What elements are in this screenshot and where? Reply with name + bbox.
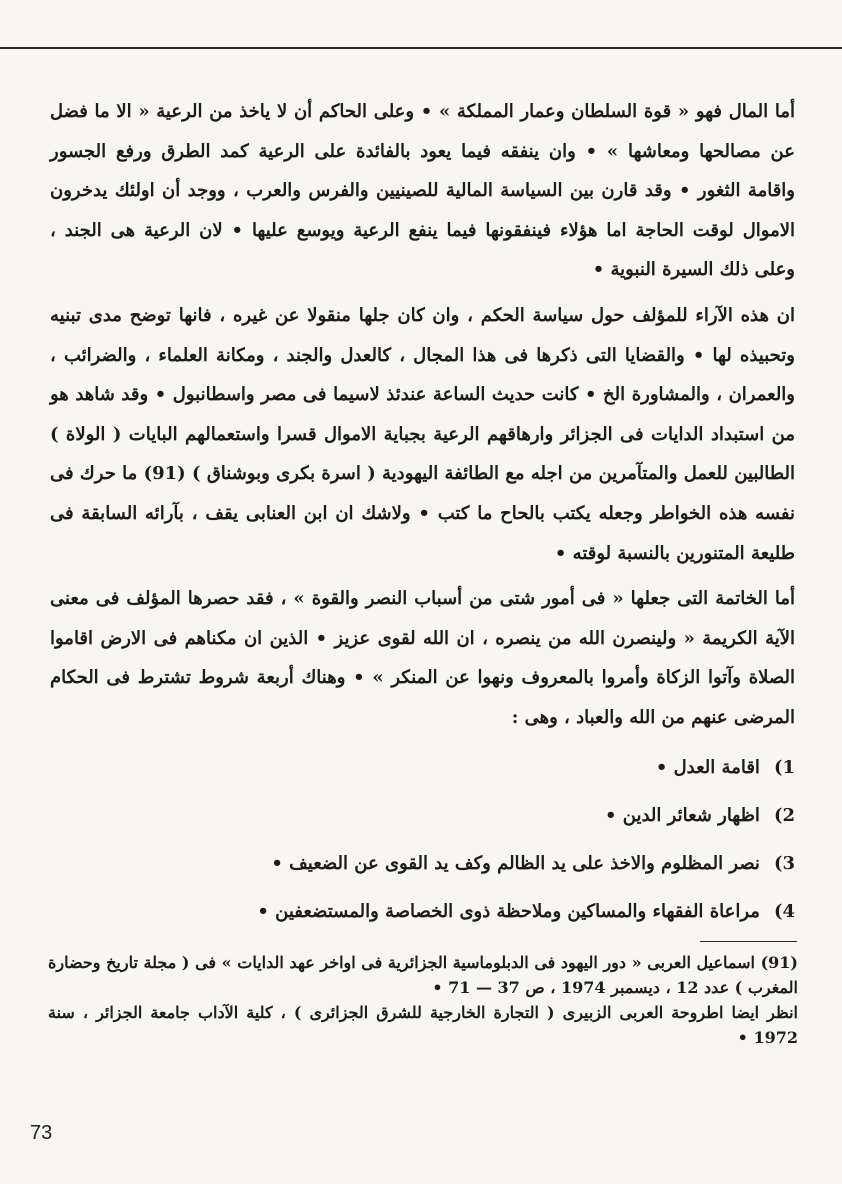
page-body	[50, 92, 795, 936]
list-item-text: نصر المظلوم والاخذ على يد الظالم وكف يد القوى عن الضعيف •	[271, 852, 760, 874]
footnote-line: (91) اسماعيل العربى « دور اليهود فى الدبلوماسية الجزائرية فى اواخر عهد الدايات » فى ( مجلة تاريخ وحضارة المغرب ) عدد 12 ، ديسمبر 1974 ، ص 37 — 71 •	[48, 953, 798, 997]
page-number: 73	[30, 1122, 53, 1144]
list-item	[50, 792, 795, 840]
footnote	[48, 950, 798, 1050]
conditions-list	[50, 744, 795, 936]
footnote-line: انظر ايضا اطروحة العربى الزبيرى ( التجارة الخارجية للشرق الجزائرى ) ، كلية الآداب جامعة الجزائر ، سنة 1972 •	[48, 1003, 798, 1047]
list-item	[50, 888, 795, 936]
list-item	[50, 744, 795, 792]
list-item-number: 1)	[773, 756, 795, 778]
list-item-text: اظهار شعائر الدين •	[604, 804, 760, 826]
list-item-text: اقامة العدل •	[655, 756, 760, 778]
list-item-text: مراعاة الفقهاء والمساكين وملاحظة ذوى الخصاصة والمستضعفين •	[257, 900, 760, 922]
paragraph-opinions: ان هذه الآراء للمؤلف حول سياسة الحكم ، وان كان جلها منقولا عن غيره ، فانها توضح مدى تبنيه وتحبيذه لها • والقضايا التى ذكرها فى هذا المجال ، كالعدل والجند ، ومكانة العلماء ، والضرائب ، والعمران ، والمشاورة الخ • كانت حديث الساعة عندئذ لاسيما فى مصر واسطانبول • وقد شاهد هو من استبداد الدايات فى الجزائر وارهاقهم الرعية بجباية الاموال قسرا واستعمالهم البايات ( الولاة ) الطالبين للعمل والمتآمرين من اجله مع الطائفة اليهودية ( اسرة بكرى وبوشناق ) (91) ما حرك فى نفسه هذه الخواطر وجعله يكتب بالحاح ما كتب • ولاشك ان ابن العنابى يقف ، بآرائه السابقة فى طليعة المتنورين بالنسبة لوقته •	[50, 304, 795, 564]
list-item-number: 2)	[773, 804, 795, 826]
paragraph-conclusion: أما الخاتمة التى جعلها « فى أمور شتى من أسباب النصر والقوة » ، فقد حصرها المؤلف فى معنى الآية الكريمة « ولينصرن الله من ينصره ، ان الله لقوى عزيز • الذين ان مكناهم فى الارض اقاموا الصلاة وآتوا الزكاة وأمروا بالمعروف ونهوا عن المنكر » • وهناك أربعة شروط تشترط فى الحكام المرضى عنهم من الله والعباد ، وهى :	[50, 588, 795, 728]
list-item	[50, 840, 795, 888]
footnote-rule	[700, 941, 797, 942]
paragraph-finance: أما المال فهو « قوة السلطان وعمار المملكة » • وعلى الحاكم أن لا ياخذ من الرعية « الا ما فضل عن مصالحها ومعاشها » • وان ينفقه فيما يعود بالفائدة على الرعية كمد الطرق ورفع الجسور واقامة الثغور • وقد قارن بين السياسة المالية للصينيين والفرس والعرب ، ووجد أن اولئك يدخرون الاموال لوقت الحاجة اما هؤلاء فينفقونها فيما ينفع الرعية ويوسع عليها • لان الرعية هى الجند ، وعلى ذلك السيرة النبوية •	[50, 101, 795, 281]
header-rule	[0, 47, 842, 49]
list-item-number: 3)	[773, 852, 795, 874]
list-item-number: 4)	[773, 900, 795, 922]
